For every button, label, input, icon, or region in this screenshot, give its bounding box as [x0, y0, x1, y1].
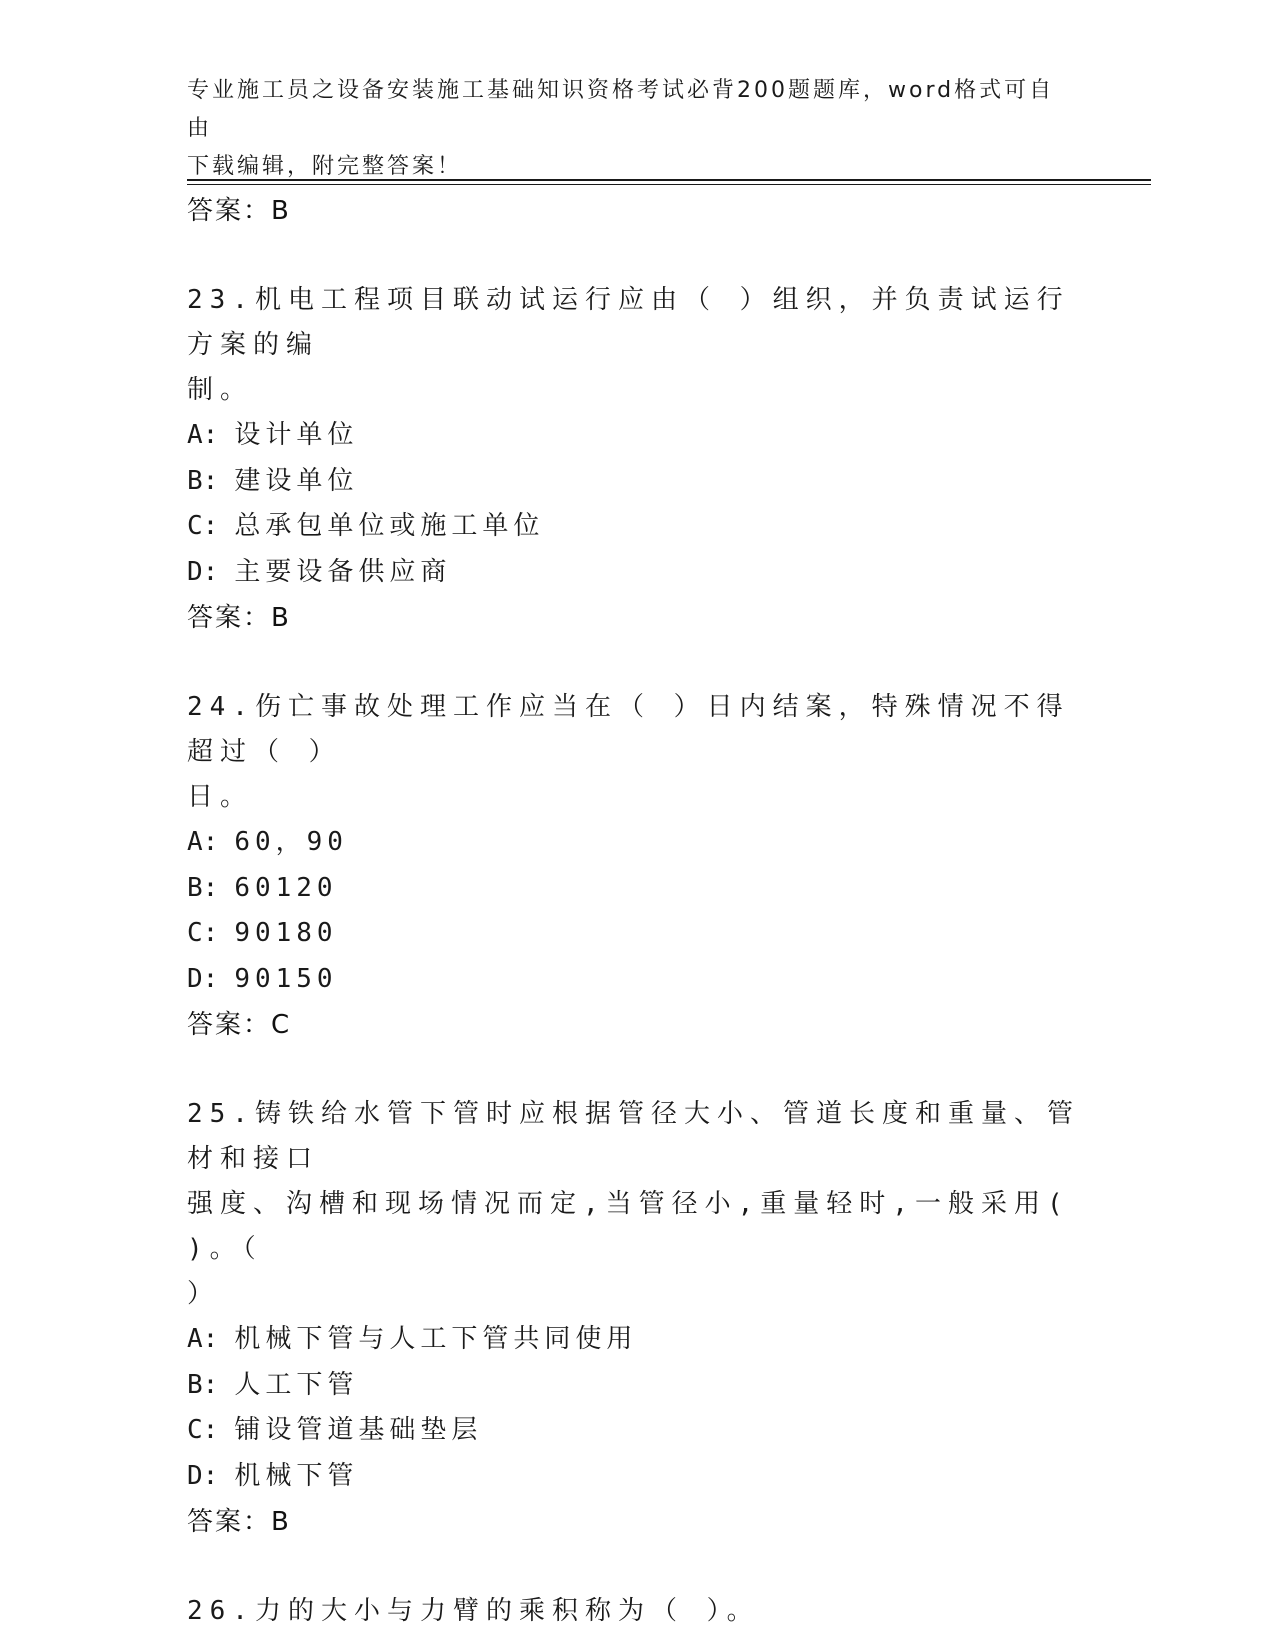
option-d [187, 1454, 1087, 1500]
question-stem-line: 日。 [187, 782, 254, 812]
option-key: C: [187, 1415, 219, 1445]
question-item [187, 685, 1087, 1048]
option-text: 机械下管与人工下管共同使用 [234, 1324, 638, 1354]
option-a [187, 1317, 1087, 1363]
option-c [187, 1408, 1087, 1454]
option-text: 建设单位 [234, 465, 359, 496]
option-key: C: [187, 918, 219, 948]
option-c [187, 911, 1087, 957]
option-c [187, 504, 1087, 550]
option-a [187, 820, 1087, 866]
question-item [187, 1092, 1087, 1545]
question-stem-line: 25.铸铁给水管下管时应根据管径大小、管道长度和重量、管材和接口 [187, 1099, 1080, 1174]
question-stem-line: 24.伤亡事故处理工作应当在（ ）日内结案，特殊情况不得超过（ ） [187, 692, 1070, 767]
option-text: 90150 [234, 963, 338, 994]
option-key: A: [187, 420, 219, 450]
option-key: A: [187, 1324, 219, 1354]
option-text: 铺设管道基础垫层 [234, 1415, 483, 1445]
question-stem-line: 制。 [187, 375, 254, 405]
question-stem-line: 强度、沟槽和现场情况而定,当管径小,重量轻时,一般采用( )。（ [187, 1189, 1070, 1264]
question-stem-line: 26.力的大小与力臂的乘积称为（ ）。 [187, 1596, 760, 1626]
option-b [187, 866, 1087, 912]
option-key: A: [187, 827, 219, 857]
question-item [187, 1589, 1087, 1634]
question-stem-line: 23.机电工程项目联动试运行应由（ ）组织，并负责试运行方案的编 [187, 285, 1070, 360]
option-key: C: [187, 511, 219, 541]
option-text: 60120 [234, 872, 338, 903]
header-line-1: 专业施工员之设备安装施工基础知识资格考试必背200题题库，word格式可自由 [187, 78, 1055, 141]
question-stem [187, 1092, 1087, 1317]
option-key: B: [187, 872, 219, 903]
header-divider-thick [187, 179, 1151, 181]
question-stem [187, 1589, 1087, 1634]
option-key: D: [187, 963, 219, 994]
question-item [187, 278, 1087, 641]
option-d [187, 550, 1087, 596]
question-stem [187, 685, 1087, 820]
answer-line: 答案：B [187, 1507, 291, 1537]
answer-line: 答案：B [187, 603, 291, 633]
option-d [187, 957, 1087, 1003]
option-text: 60，90 [234, 827, 348, 857]
option-text: 主要设备供应商 [234, 556, 452, 587]
option-key: D: [187, 1460, 219, 1491]
option-text: 机械下管 [234, 1460, 359, 1491]
document-header [187, 72, 1067, 186]
spacer [187, 1545, 1087, 1589]
option-key: D: [187, 556, 219, 587]
spacer [187, 1048, 1087, 1092]
question-list [187, 188, 1087, 1634]
option-text: 人工下管 [234, 1369, 359, 1400]
spacer [187, 641, 1087, 685]
header-divider-thin [187, 184, 1151, 185]
header-line-2: 下载编辑，附完整答案！ [187, 154, 463, 179]
option-key: B: [187, 465, 219, 496]
option-key: B: [187, 1369, 219, 1400]
option-text: 90180 [234, 918, 338, 948]
option-b [187, 459, 1087, 505]
option-b [187, 1363, 1087, 1409]
question-stem-line: ） [187, 1279, 221, 1309]
previous-answer: 答案：B [187, 196, 291, 226]
option-text: 总承包单位或施工单位 [234, 511, 545, 541]
option-text: 设计单位 [234, 420, 359, 450]
spacer [187, 234, 1087, 278]
option-a [187, 413, 1087, 459]
question-stem [187, 278, 1087, 413]
answer-line: 答案：C [187, 1010, 292, 1040]
